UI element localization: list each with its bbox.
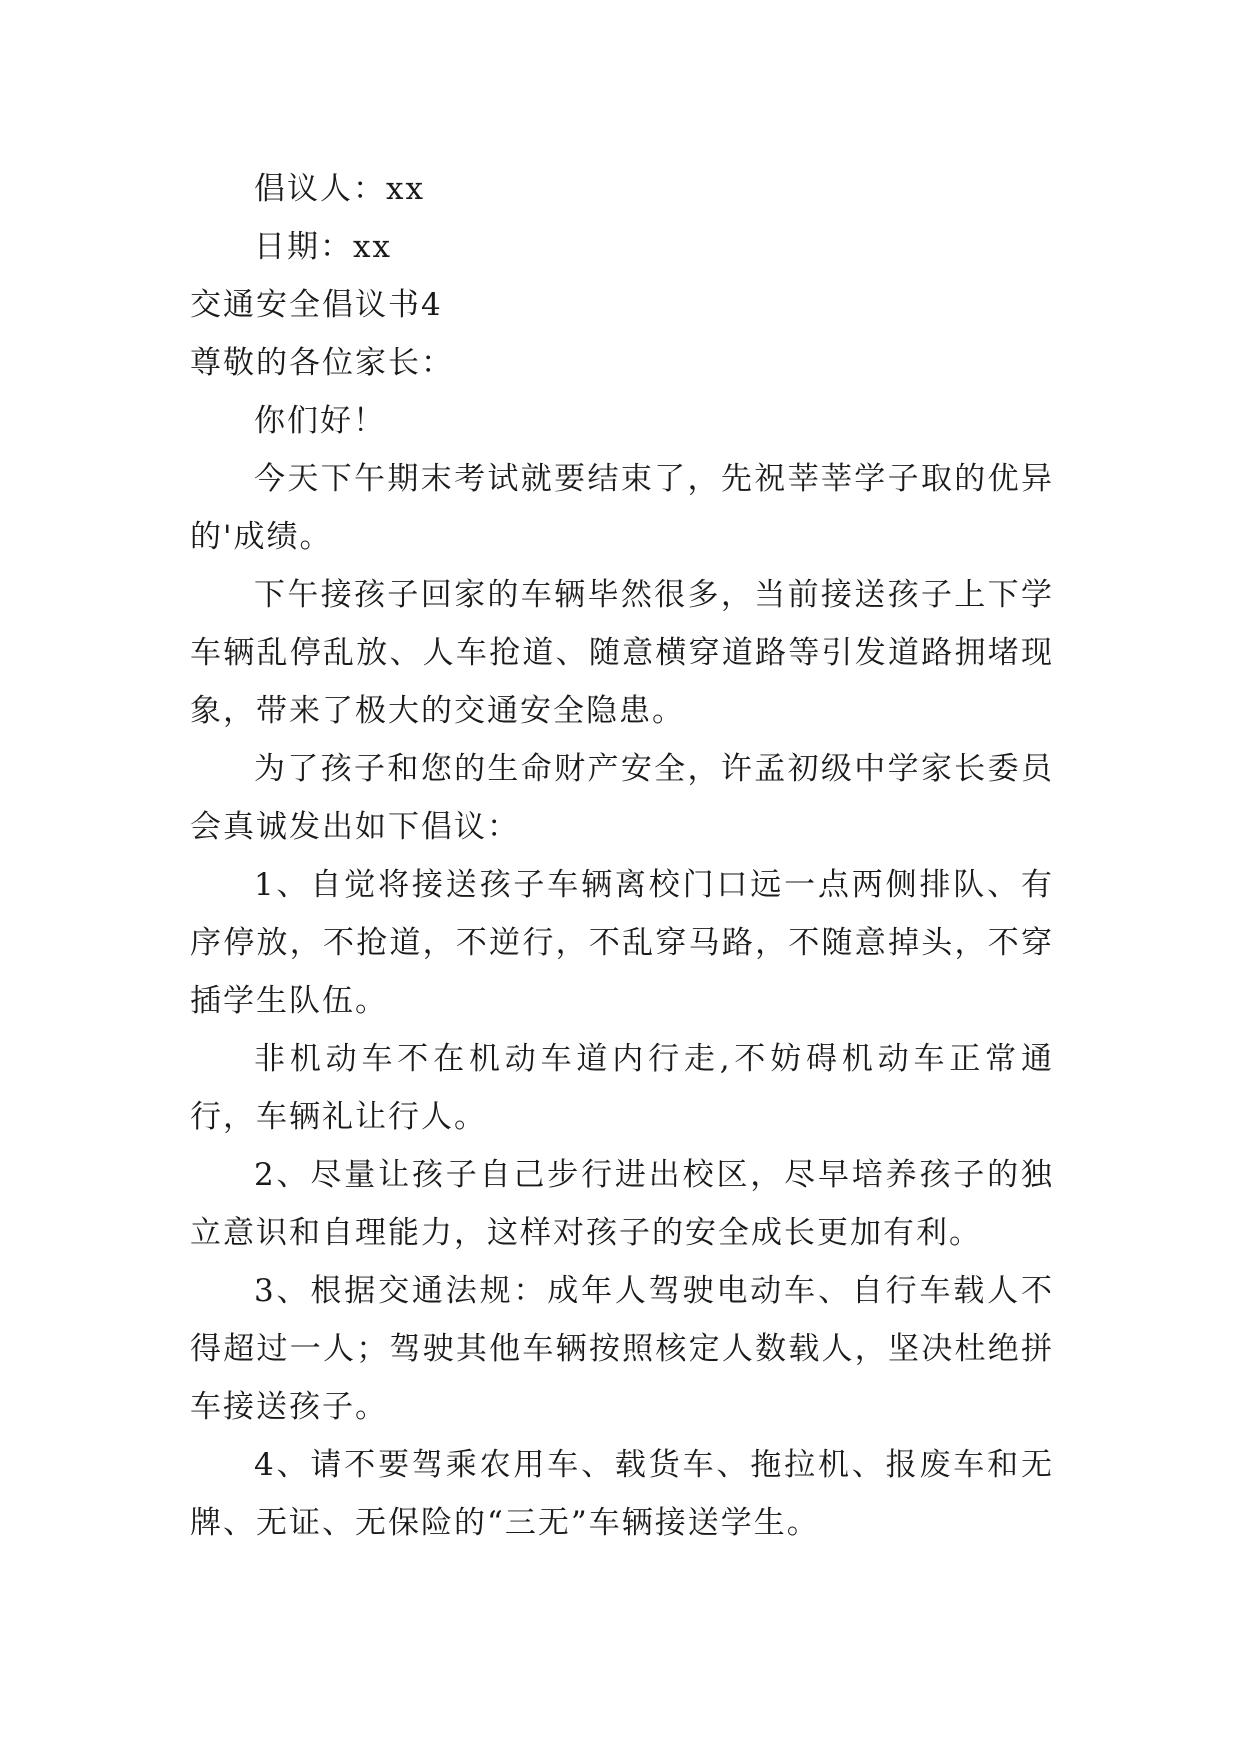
paragraph-1: 今天下午期末考试就要结束了，先祝莘莘学子取的优异的'成绩。 xyxy=(190,461,1054,555)
paragraph-3: 为了孩子和您的生命财产安全，许孟初级中学家长委员会真诚发出如下倡议： xyxy=(190,751,1054,845)
paragraph-2: 下午接孩子回家的车辆毕然很多，当前接送孩子上下学车辆乱停乱放、人车抢道、随意横穿道路等引发道路拥堵现象，带来了极大的交通安全隐患。 xyxy=(190,577,1054,729)
document-title: 交通安全倡议书4 xyxy=(190,287,443,323)
paragraph-7: 3、根据交通法规：成年人驾驶电动车、自行车载人不得超过一人；驾驶其他车辆按照核定人数载人，坚决杜绝拼车接送孩子。 xyxy=(190,1273,1054,1425)
paragraph-6: 2、尽量让孩子自己步行进出校区，尽早培养孩子的独立意识和自理能力，这样对孩子的安全成长更加有利。 xyxy=(190,1157,1054,1251)
document-body xyxy=(190,160,1054,1552)
date-line: 日期：xx xyxy=(254,229,392,265)
greeting: 你们好！ xyxy=(254,403,386,439)
signer-line: 倡议人：xx xyxy=(254,171,425,207)
salutation: 尊敬的各位家长： xyxy=(190,345,454,381)
paragraph-8: 4、请不要驾乘农用车、载货车、拖拉机、报废车和无牌、无证、无保险的“三无”车辆接送学生。 xyxy=(190,1447,1054,1541)
paragraph-5: 非机动车不在机动车道内行走,不妨碍机动车正常通行，车辆礼让行人。 xyxy=(190,1041,1054,1135)
paragraph-4: 1、自觉将接送孩子车辆离校门口远一点两侧排队、有序停放，不抢道，不逆行，不乱穿马路，不随意掉头，不穿插学生队伍。 xyxy=(190,867,1054,1019)
